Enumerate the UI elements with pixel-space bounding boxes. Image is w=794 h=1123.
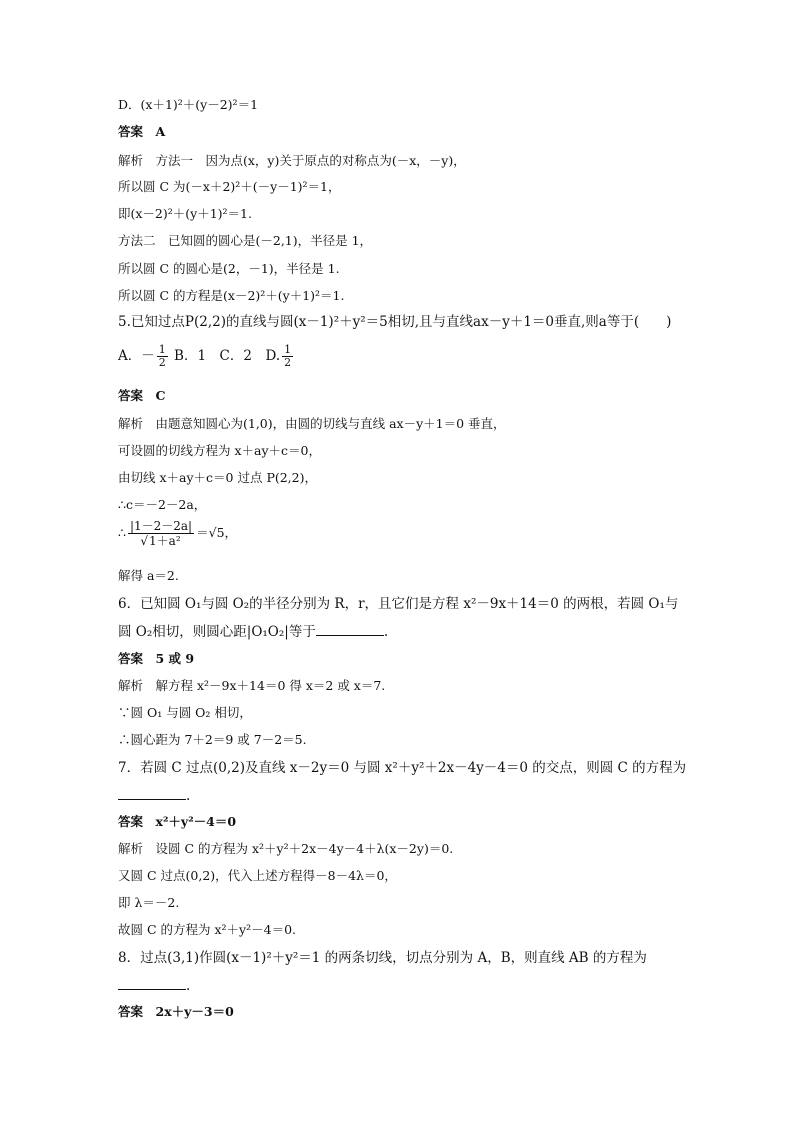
analysis-6-line-1: 解析 解方程 x²－9x＋14＝0 得 x＝2 或 x＝7. bbox=[118, 678, 386, 693]
analysis-7-line-2: 又圆 C 过点(0,2)，代入上述方程得－8－4λ＝0， bbox=[118, 868, 397, 883]
options-b-c-d: B．1 C．2 D. bbox=[174, 348, 281, 364]
option-a-label: A．－ bbox=[118, 348, 155, 364]
analysis-4-line-3: 即(x－2)²＋(y＋1)²＝1. bbox=[118, 206, 252, 221]
answer-4: 答案 A bbox=[118, 124, 166, 139]
equals-root-five: ＝√5， bbox=[196, 525, 238, 540]
analysis-5-line-1: 解析 由题意知圆心为(1,0)，由圆的切线与直线 ax－y＋1＝0 垂直， bbox=[118, 416, 506, 431]
analysis-5-line-6: 解得 a＝2. bbox=[118, 568, 179, 583]
question-7-line-2: . bbox=[118, 787, 190, 804]
analysis-7-line-4: 故圆 C 的方程为 x²＋y²－4＝0. bbox=[118, 922, 296, 937]
option-d: D．(x＋1)²＋(y－2)²＝1 bbox=[118, 97, 259, 112]
analysis-5-line-5 bbox=[118, 519, 237, 548]
question-5: 5.已知过点P(2,2)的直线与圆(x－1)²＋y²＝5相切,且与直线ax－y＋1＝0垂直,则a等于( ) bbox=[118, 314, 672, 330]
analysis-5-line-2: 可设圆的切线方程为 x＋ay＋c＝0， bbox=[118, 443, 321, 458]
fraction-one-half-a: $\frac{1}{2}$ bbox=[158, 343, 166, 369]
answer-blank-8 bbox=[118, 977, 186, 990]
answer-5: 答案 C bbox=[118, 388, 166, 403]
analysis-6-line-2: ∵圆 O₁ 与圆 O₂ 相切， bbox=[118, 705, 252, 720]
analysis-4-line-2: 所以圆 C 为(－x＋2)²＋(－y－1)²＝1， bbox=[118, 179, 341, 194]
analysis-4-line-5: 所以圆 C 的圆心是(2，－1)，半径是 1. bbox=[118, 261, 340, 276]
distance-fraction: $\frac{|1-2-2a|}{\text{√1＋a²}}$ bbox=[129, 519, 193, 548]
analysis-4-line-1: 解析 方法一 因为点(x，y)关于原点的对称点为(－x，－y)， bbox=[118, 153, 466, 168]
question-7-line-1: 7．若圆 C 过点(0,2)及直线 x－2y＝0 与圆 x²＋y²＋2x－4y－4＝0 的交点，则圆 C 的方程为 bbox=[118, 760, 687, 776]
answer-7: 答案 x²＋y²－4＝0 bbox=[118, 814, 237, 829]
therefore-sign: ∴ bbox=[118, 525, 126, 540]
question-6-line-2: 圆 O₂相切，则圆心距|O₁O₂|等于 . bbox=[118, 624, 389, 640]
answer-8: 答案 2x＋y－3＝0 bbox=[118, 1004, 234, 1019]
question-8-line-1: 8．过点(3,1)作圆(x－1)²＋y²＝1 的两条切线，切点分别为 A，B，则直线 AB 的方程为 bbox=[118, 950, 647, 966]
fraction-one-half-d: $\frac{1}{2}$ bbox=[284, 343, 292, 369]
analysis-7-line-1: 解析 设圆 C 的方程为 x²＋y²＋2x－4y－4＋λ(x－2y)＝0. bbox=[118, 841, 454, 856]
analysis-7-line-3: 即 λ＝－2. bbox=[118, 895, 180, 910]
analysis-6-line-3: ∴圆心距为 7＋2＝9 或 7－2＝5. bbox=[118, 732, 307, 747]
analysis-5-line-4: ∴c＝－2－2a， bbox=[118, 497, 207, 512]
analysis-4-line-6: 所以圆 C 的方程是(x－2)²＋(y＋1)²＝1. bbox=[118, 288, 345, 303]
question-6-line-1: 6．已知圆 O₁与圆 O₂的半径分别为 R，r，且它们是方程 x²－9x＋14＝0 的两根，若圆 O₁与 bbox=[118, 596, 679, 612]
answer-blank-6 bbox=[316, 623, 384, 636]
answer-6: 答案 5 或 9 bbox=[118, 651, 195, 666]
answer-blank-7 bbox=[118, 787, 186, 800]
question-8-line-2: . bbox=[118, 977, 190, 994]
analysis-4-line-4: 方法二 已知圆的圆心是(－2,1)，半径是 1， bbox=[118, 233, 373, 248]
question-5-options bbox=[118, 344, 295, 369]
analysis-5-line-3: 由切线 x＋ay＋c＝0 过点 P(2,2)， bbox=[118, 470, 317, 485]
